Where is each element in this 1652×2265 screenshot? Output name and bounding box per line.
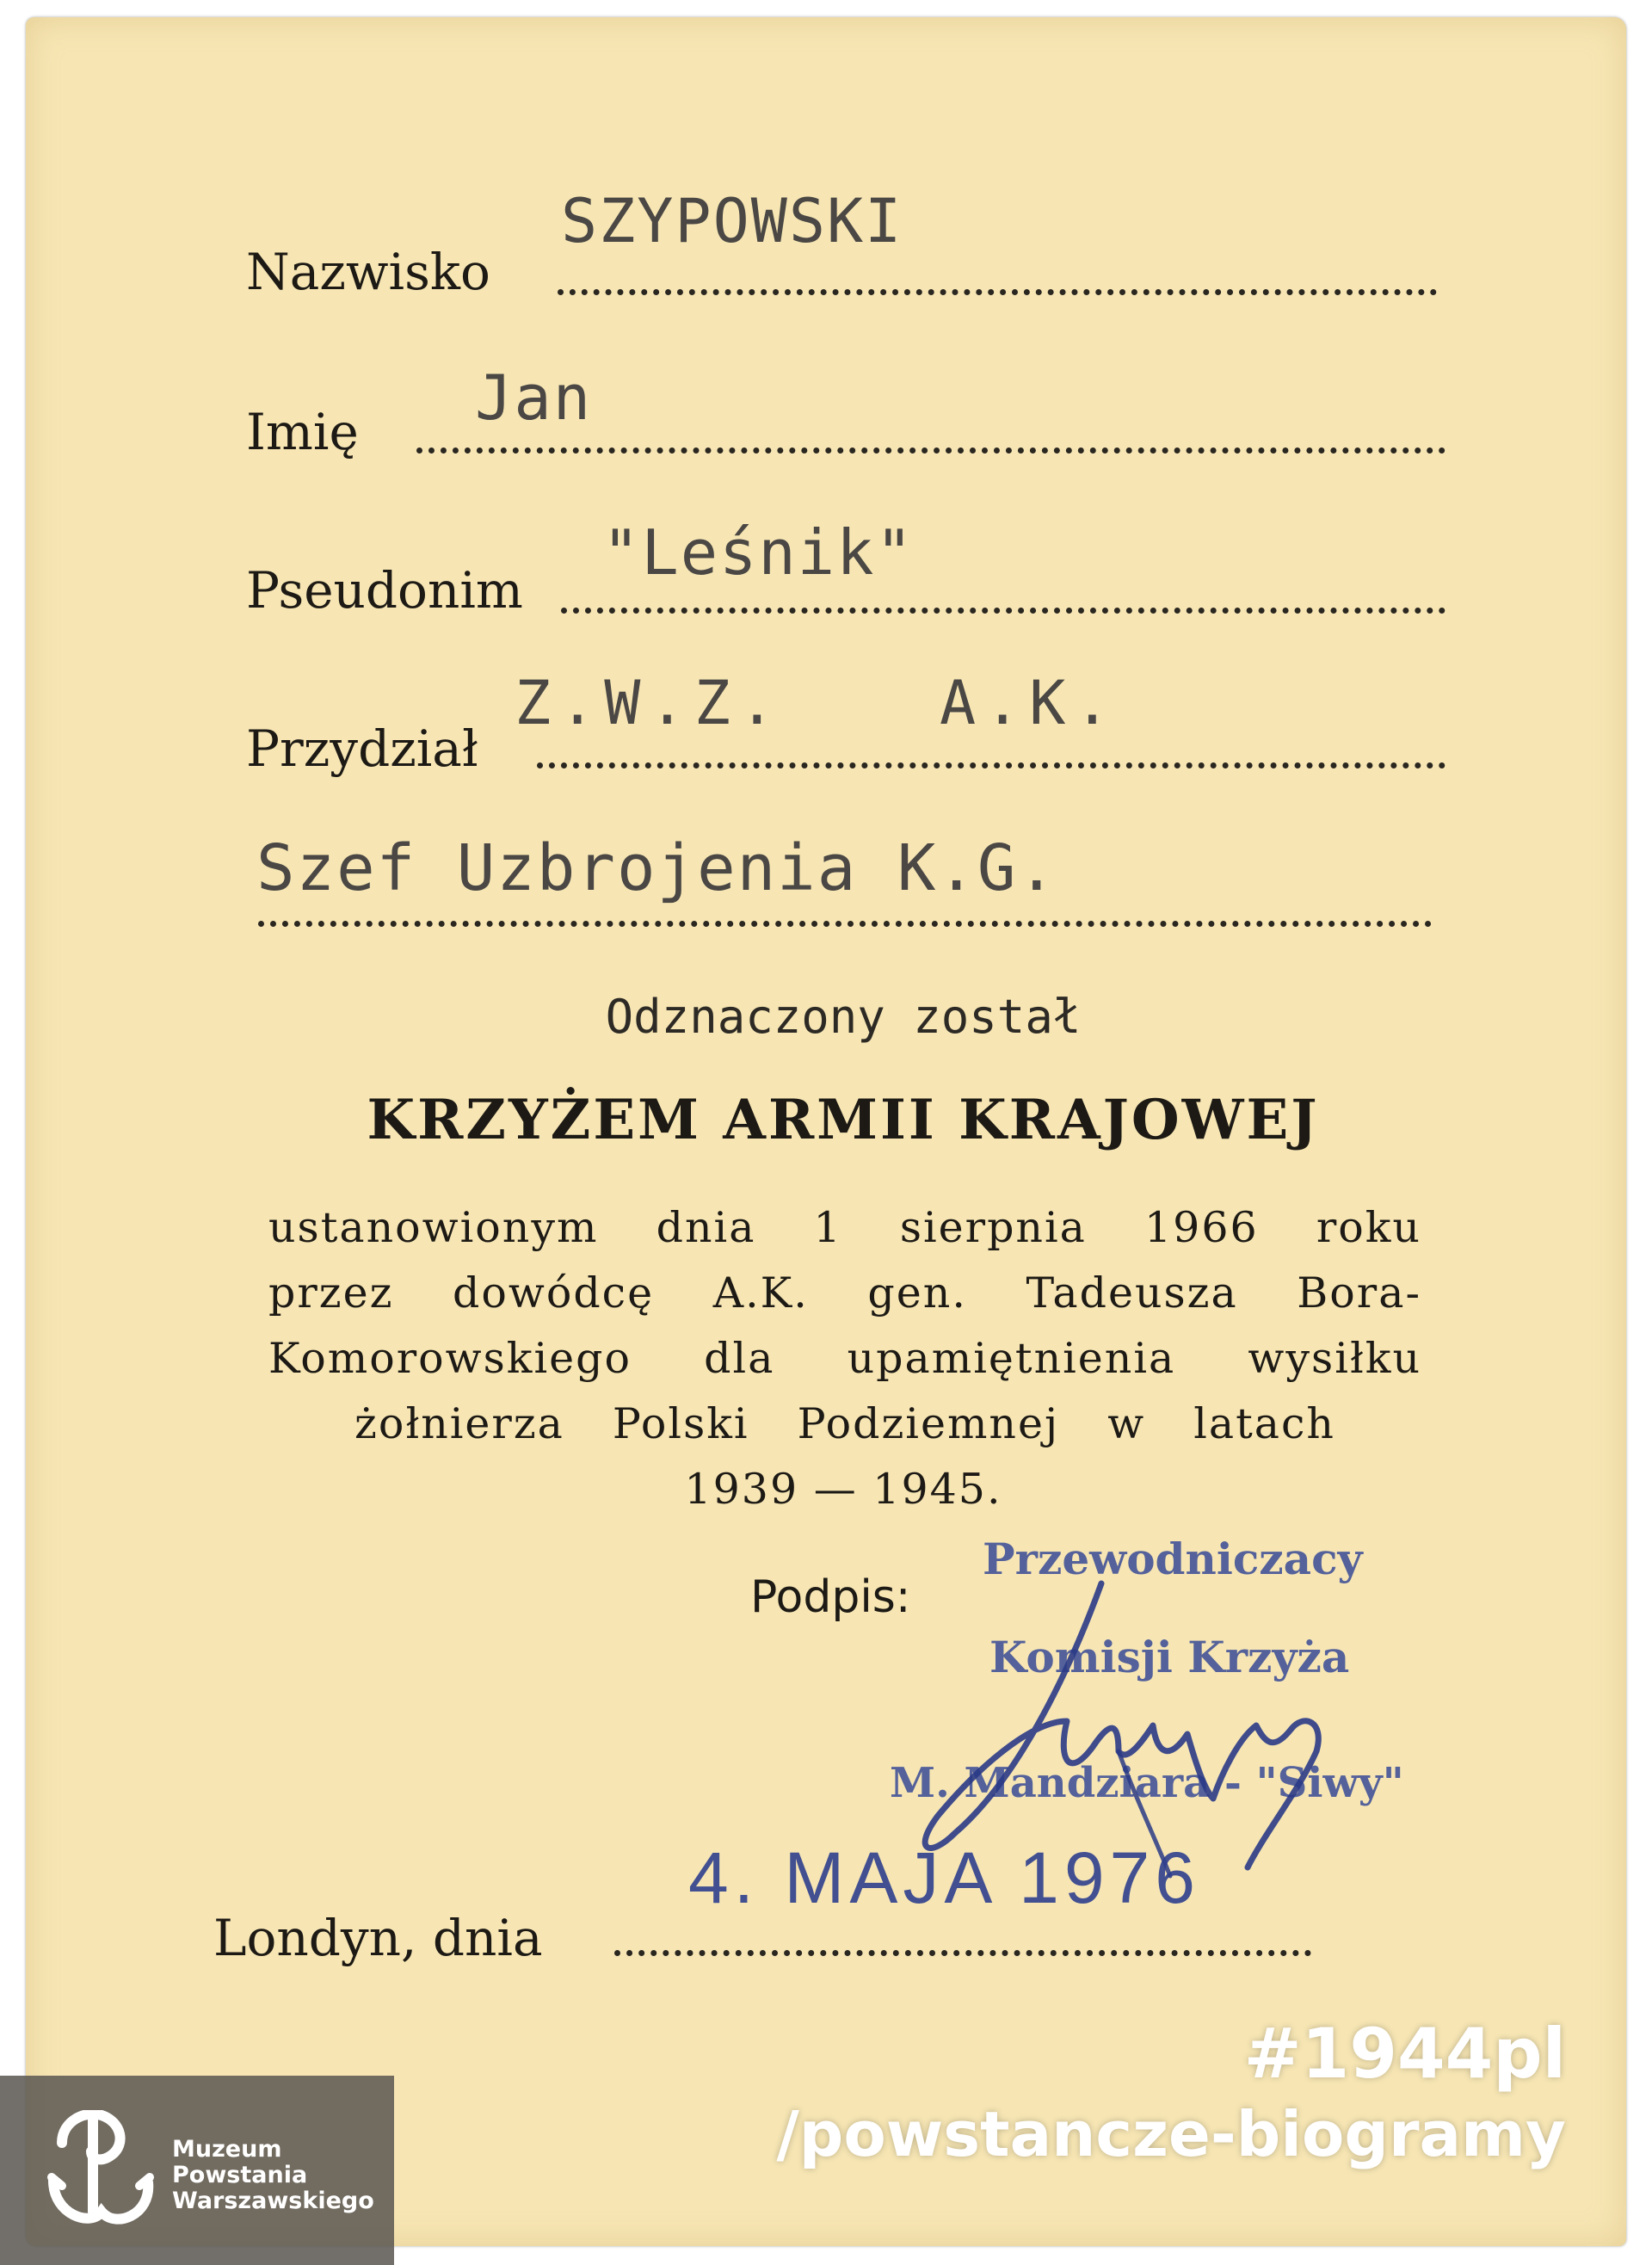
award-intro: Odznaczony został [605,990,1082,1044]
signature-label: Podpis: [750,1571,911,1623]
museum-name-line-3: Warszawskiego [172,2188,374,2214]
chairman-stamp-line-1: Przewodniczacy [983,1534,1363,1584]
award-body-line-3: Komorowskiego dla upamiętnienia wysiłku [268,1334,1421,1383]
assignment-label: Przydział [246,719,478,778]
museum-logo-panel [0,2076,394,2265]
pseudonym-value: "Leśnik" [602,516,915,589]
museum-name-line-2: Powstania [172,2162,308,2188]
award-years: 1939 — 1945. [684,1465,1002,1514]
assignment-line2-dotted-line [258,921,1432,927]
hashtag-watermark: #1944pl [1243,2014,1566,2094]
date-dotted-line [614,1950,1311,1956]
first-name-value: Jan [475,361,593,434]
pseudonym-dotted-line [561,608,1446,614]
assignment-line2-value: Szef Uzbrojenia K.G. [256,831,1058,905]
assignment-dotted-line [537,762,1446,768]
first-name-label: Imię [246,403,359,461]
assignment-org-ak: A.K. [940,668,1119,738]
surname-dotted-line [558,289,1437,295]
museum-anchor-icon [45,2110,157,2231]
surname-value: SZYPOWSKI [561,186,903,256]
pseudonym-label: Pseudonim [246,561,523,620]
award-body-line-1: ustanowionym dnia 1 sierpnia 1966 roku [268,1203,1421,1252]
assignment-org-zwz: Z.W.Z. [515,668,784,738]
date-stamp: 4. MAJA 1976 [688,1837,1200,1918]
award-title: KRZYŻEM ARMII KRAJOWEJ [367,1088,1320,1152]
biograms-path-watermark: /powstancze-biogramy [776,2098,1566,2170]
chairman-stamp-line-3: M. Mandziara - "Siwy" [890,1759,1404,1807]
first-name-dotted-line [416,447,1446,454]
chairman-stamp-line-2: Komisji Krzyża [989,1632,1350,1682]
museum-name-line-1: Muzeum [172,2136,282,2163]
award-body-line-4: żołnierza Polski Podziemnej w latach [354,1399,1335,1448]
place-date-label: Londyn, dnia [213,1909,543,1967]
award-body-line-2: przez dowódcę A.K. gen. Tadeusza Bora- [268,1268,1421,1318]
surname-label: Nazwisko [246,243,490,301]
